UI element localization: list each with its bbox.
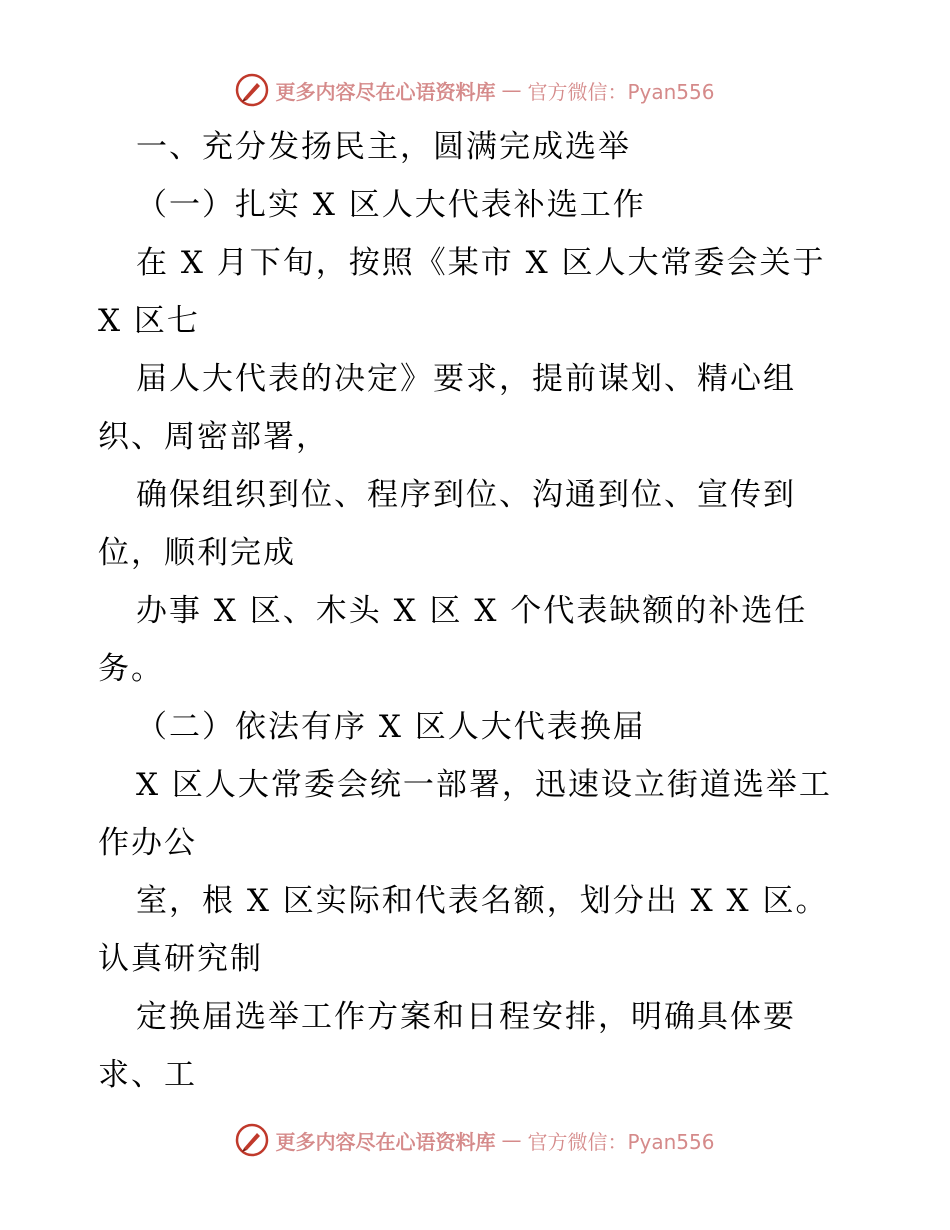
paragraph-line: 确保组织到位、程序到位、沟通到位、宣传到 xyxy=(136,477,796,513)
paragraph-line: 届人大代表的决定》要求，提前谋划、精心组 xyxy=(136,361,796,397)
paragraph-line: 认真研究制 xyxy=(98,941,263,977)
watermark-contact-text: 官方微信：Pyan556 xyxy=(527,1129,715,1154)
paragraph-line: X 区人大常委会统一部署，迅速设立街道选举工 xyxy=(136,767,832,803)
watermark-contact-text: 官方微信：Pyan556 xyxy=(527,79,715,104)
watermark-separator: — xyxy=(501,78,522,102)
paragraph-line: 定换届选举工作方案和日程安排，明确具体要 xyxy=(136,999,796,1035)
document-body xyxy=(98,118,858,1104)
paragraph-line: 位，顺利完成 xyxy=(98,535,296,571)
paragraph-line: 在 X 月下旬，按照《某市 X 区人大常委会关于 xyxy=(136,245,826,281)
subsection-heading: （二）依法有序 X 区人大代表换届 xyxy=(136,709,646,745)
paragraph-line: 室，根 X 区实际和代表名额，划分出 X X 区。 xyxy=(136,883,829,919)
watermark-separator: — xyxy=(501,1128,522,1152)
header-watermark xyxy=(0,70,950,110)
paragraph-line: X 区七 xyxy=(98,303,200,339)
subsection-heading: （一）扎实 X 区人大代表补选工作 xyxy=(136,187,646,223)
pen-logo-icon xyxy=(235,1123,269,1157)
paragraph-line: 务。 xyxy=(98,651,164,687)
paragraph-line: 作办公 xyxy=(98,825,197,861)
pen-logo-icon xyxy=(235,73,269,107)
watermark-site-text: 更多内容尽在心语资料库 xyxy=(275,1129,496,1154)
paragraph-line: 求、工 xyxy=(98,1057,197,1093)
paragraph-line: 办事 X 区、木头 X 区 X 个代表缺额的补选任 xyxy=(136,593,808,629)
paragraph-line: 织、周密部署， xyxy=(98,419,329,455)
footer-watermark xyxy=(0,1120,950,1160)
watermark-site-text: 更多内容尽在心语资料库 xyxy=(275,79,496,104)
section-heading: 一、充分发扬民主，圆满完成选举 xyxy=(136,129,631,165)
